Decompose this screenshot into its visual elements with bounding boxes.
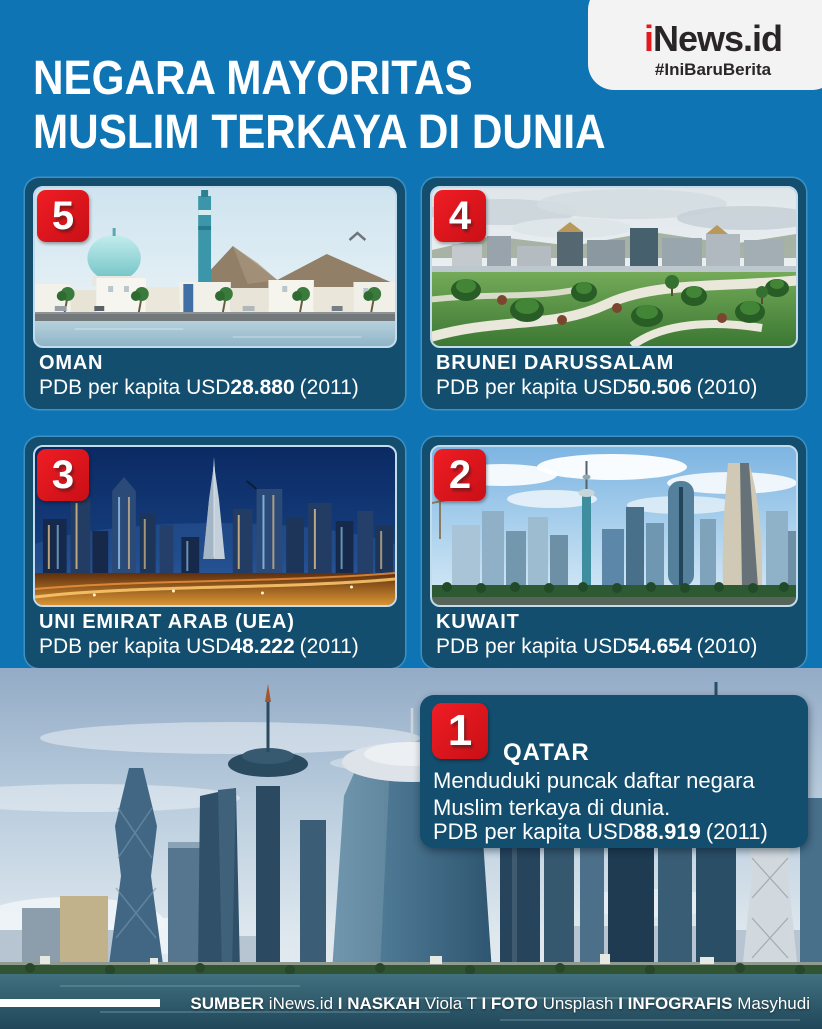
credit-naskah-label: NASKAH <box>347 994 420 1013</box>
pdb-year: (2011) <box>299 635 359 658</box>
inews-logo <box>643 18 783 59</box>
pdb-year: (2010) <box>696 635 758 658</box>
pdb-year: (2010) <box>696 376 758 399</box>
credit-infografis-label: INFOGRAFIS <box>627 994 733 1013</box>
pdb-label: PDB per kapita USD <box>436 635 628 658</box>
rank-number: 3 <box>51 452 75 497</box>
pdb-label: PDB per kapita USD <box>433 819 634 844</box>
rank-number: 1 <box>447 706 473 755</box>
credit-sumber-value: iNews.id <box>268 994 334 1013</box>
footer-bar <box>0 999 160 1007</box>
rank-number: 4 <box>448 193 472 238</box>
credit-infografis-value: Masyhudi <box>737 994 810 1013</box>
logo-i: i <box>643 18 653 59</box>
rank-badge <box>432 703 488 759</box>
feature-description <box>433 767 755 821</box>
pdb-line <box>39 635 359 659</box>
country-name: BRUNEI DARUSSALAM <box>436 352 675 374</box>
credit-foto-label: FOTO <box>490 994 538 1013</box>
logo-rest: News.id <box>652 18 783 59</box>
pdb-value: 48.222 <box>230 635 295 658</box>
pdb-value: 88.919 <box>633 819 701 844</box>
rank-badge <box>37 449 89 501</box>
rank-badge <box>434 449 486 501</box>
brand-tagline: #IniBaruBerita <box>654 60 772 79</box>
title-line1: NEGARA MAYORITAS <box>33 52 473 105</box>
rank-card-uae <box>25 437 405 668</box>
pdb-line <box>436 376 757 400</box>
rank-number: 2 <box>448 452 472 497</box>
country-name: KUWAIT <box>436 611 520 633</box>
credit-separator: I <box>337 994 343 1013</box>
feature-card-qatar <box>420 695 808 848</box>
rank-badge <box>37 190 89 242</box>
pdb-label: PDB per kapita USD <box>39 635 231 658</box>
rank-badge <box>434 190 486 242</box>
credit-separator: I <box>618 994 623 1013</box>
country-name: QATAR <box>503 739 590 766</box>
credit-separator: I <box>481 994 487 1013</box>
pdb-line <box>436 635 757 659</box>
credit-sumber-label: SUMBER <box>190 994 265 1013</box>
credit-foto-value: Unsplash <box>542 994 614 1013</box>
brand-badge <box>588 0 822 90</box>
credit-naskah-value: Viola T <box>424 994 477 1013</box>
title-line2: MUSLIM TERKAYA DI DUNIA <box>33 106 606 159</box>
pdb-label: PDB per kapita USD <box>436 376 628 399</box>
rank-card-brunei <box>422 178 806 409</box>
feature-desc-line2: Muslim terkaya di dunia. <box>433 795 671 820</box>
page-title <box>33 52 606 160</box>
country-name: UNI EMIRAT ARAB (UEA) <box>39 611 295 633</box>
country-name: OMAN <box>39 352 104 374</box>
rank-card-kuwait <box>422 437 806 668</box>
pdb-year: (2011) <box>299 376 359 399</box>
pdb-value: 50.506 <box>627 376 692 399</box>
pdb-line <box>39 376 359 400</box>
pdb-value: 54.654 <box>627 635 692 658</box>
rank-card-oman <box>25 178 405 409</box>
pdb-label: PDB per kapita USD <box>39 376 231 399</box>
rank-number: 5 <box>51 193 75 238</box>
pdb-value: 28.880 <box>230 376 295 399</box>
pdb-year: (2011) <box>705 819 768 844</box>
pdb-line <box>433 819 768 845</box>
footer-credits <box>190 994 810 1014</box>
feature-desc-line1: Menduduki puncak daftar negara <box>433 768 755 793</box>
